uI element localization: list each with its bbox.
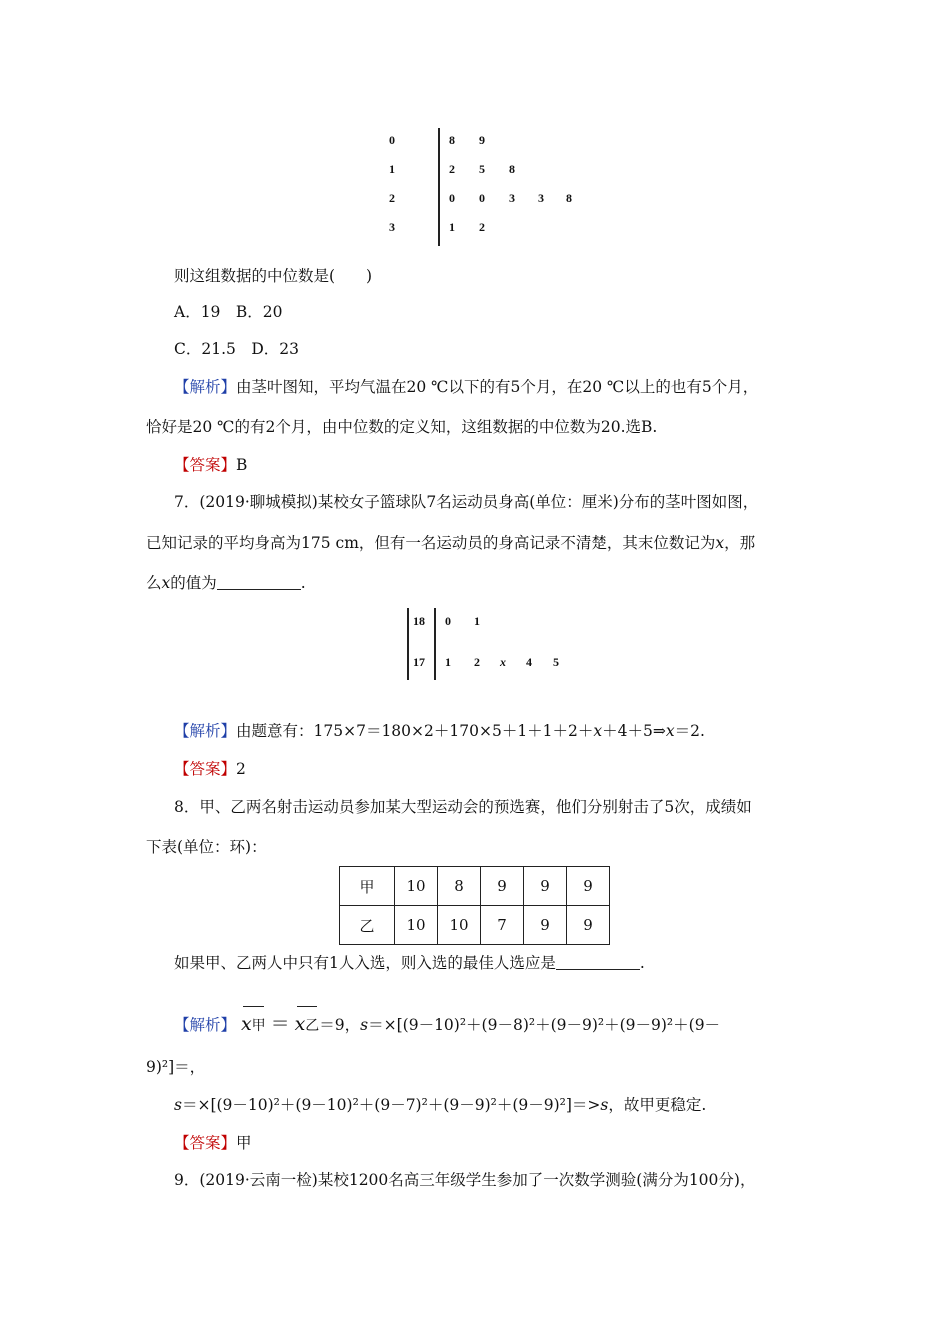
score-cell: 9 [524,867,567,906]
table-row [340,906,610,945]
q8-line1: 8．甲、乙两名射击运动员参加某大型运动会的预选赛，他们分别射击了5次，成绩如 [174,798,752,816]
stem-divider-2a [407,608,409,680]
q8-answer: 【答案】甲 [174,1134,252,1152]
analysis-tag: 【解析】 [174,722,237,740]
leaf-value: x [500,655,506,669]
row-header-cell: 乙 [340,906,395,945]
q6-answer: 【答案】B [174,456,248,474]
mean-x-jia: x甲 [240,1013,266,1035]
leaf-value: 2 [479,220,485,234]
q8-analysis-line2: 9)²]＝， [146,1058,206,1076]
q6-options-ab: A．19 B．20 [174,303,283,321]
q6-options-cd: C．21.5 D．23 [174,340,300,358]
score-cell: 8 [438,867,481,906]
leaf-value: 8 [449,133,455,147]
leaf-value: 0 [449,191,455,205]
stem-value: 3 [389,220,395,234]
leaf-value: 2 [474,655,480,669]
table-row [340,867,610,906]
score-cell: 9 [567,906,610,945]
q7-line3: 么x的值为 . [146,574,306,592]
analysis-tag: 【解析】 [174,378,237,396]
leaf-value: 0 [479,191,485,205]
leaf-value: 2 [449,162,455,176]
analysis-tag: 【解析】 [174,1016,237,1034]
answer-blank [217,574,301,590]
q8-line2: 下表(单位：环)： [146,838,267,856]
stem-value: 1 [389,162,395,176]
q8-analysis-line3: s＝×[(9－10)²＋(9－10)²＋(9－7)²＋(9－9)²＋(9－9)²]＝>s，故甲更稳定. [174,1096,707,1114]
q7-line2: 已知记录的平均身高为175 cm，但有一名运动员的身高记录不清楚，其末位数记为x，那 [146,534,756,552]
score-table [339,866,610,945]
q9-line1: 9．(2019·云南一检)某校1200名高三年级学生参加了一次数学测验(满分为100分)， [174,1171,756,1189]
answer-tag: 【答案】 [174,1134,237,1152]
q6-question: 则这组数据的中位数是( ) [174,267,373,285]
leaf-value: 8 [566,191,572,205]
leaf-value: 8 [509,162,515,176]
leaf-value: 5 [479,162,485,176]
score-cell: 9 [524,906,567,945]
stem-value: 17 [413,655,425,669]
leaf-value: 1 [445,655,451,669]
stem-divider-1 [438,128,440,246]
q7-answer: 【答案】2 [174,760,246,778]
leaf-value: 1 [449,220,455,234]
score-cell: 10 [395,906,438,945]
score-cell: 9 [567,867,610,906]
score-cell: 7 [481,906,524,945]
score-cell: 10 [395,867,438,906]
row-header-cell: 甲 [340,867,395,906]
stem-value: 18 [413,614,425,628]
score-cell: 10 [438,906,481,945]
leaf-value: 3 [538,191,544,205]
stem-value: 2 [389,191,395,205]
q6-analysis-line2: 恰好是20 ℃的有2个月，由中位数的定义知，这组数据的中位数为20.选B. [146,418,658,436]
leaf-value: 5 [553,655,559,669]
leaf-value: 1 [474,614,480,628]
score-cell: 9 [481,867,524,906]
stem-divider-2b [434,608,436,680]
q6-analysis-line1: 【解析】由茎叶图知，平均气温在20 ℃以下的有5个月，在20 ℃以上的也有5个月， [174,378,759,396]
q7-line1: 7．(2019·聊城模拟)某校女子篮球队7名运动员身高(单位：厘米)分布的茎叶图如图， [174,493,759,511]
leaf-value: 3 [509,191,515,205]
q7-analysis: 【解析】由题意有：175×7＝180×2＋170×5＋1＋1＋2＋x＋4＋5⇒x＝2. [174,722,705,740]
answer-tag: 【答案】 [174,456,237,474]
stem-value: 0 [389,133,395,147]
leaf-value: 0 [445,614,451,628]
leaf-value: 9 [479,133,485,147]
answer-blank [556,954,640,970]
answer-tag: 【答案】 [174,760,237,778]
q8-analysis-line1: 【解析】 x甲 ＝ x乙＝9，s＝×[(9－10)²＋(9－8)²＋(9－9)²＋(9－9)²＋(9－ [174,1013,721,1035]
leaf-value: 4 [526,655,532,669]
q8-question: 如果甲、乙两人中只有1人入选，则入选的最佳人选应是 . [174,954,645,972]
mean-x-yi: x乙 [294,1013,320,1035]
